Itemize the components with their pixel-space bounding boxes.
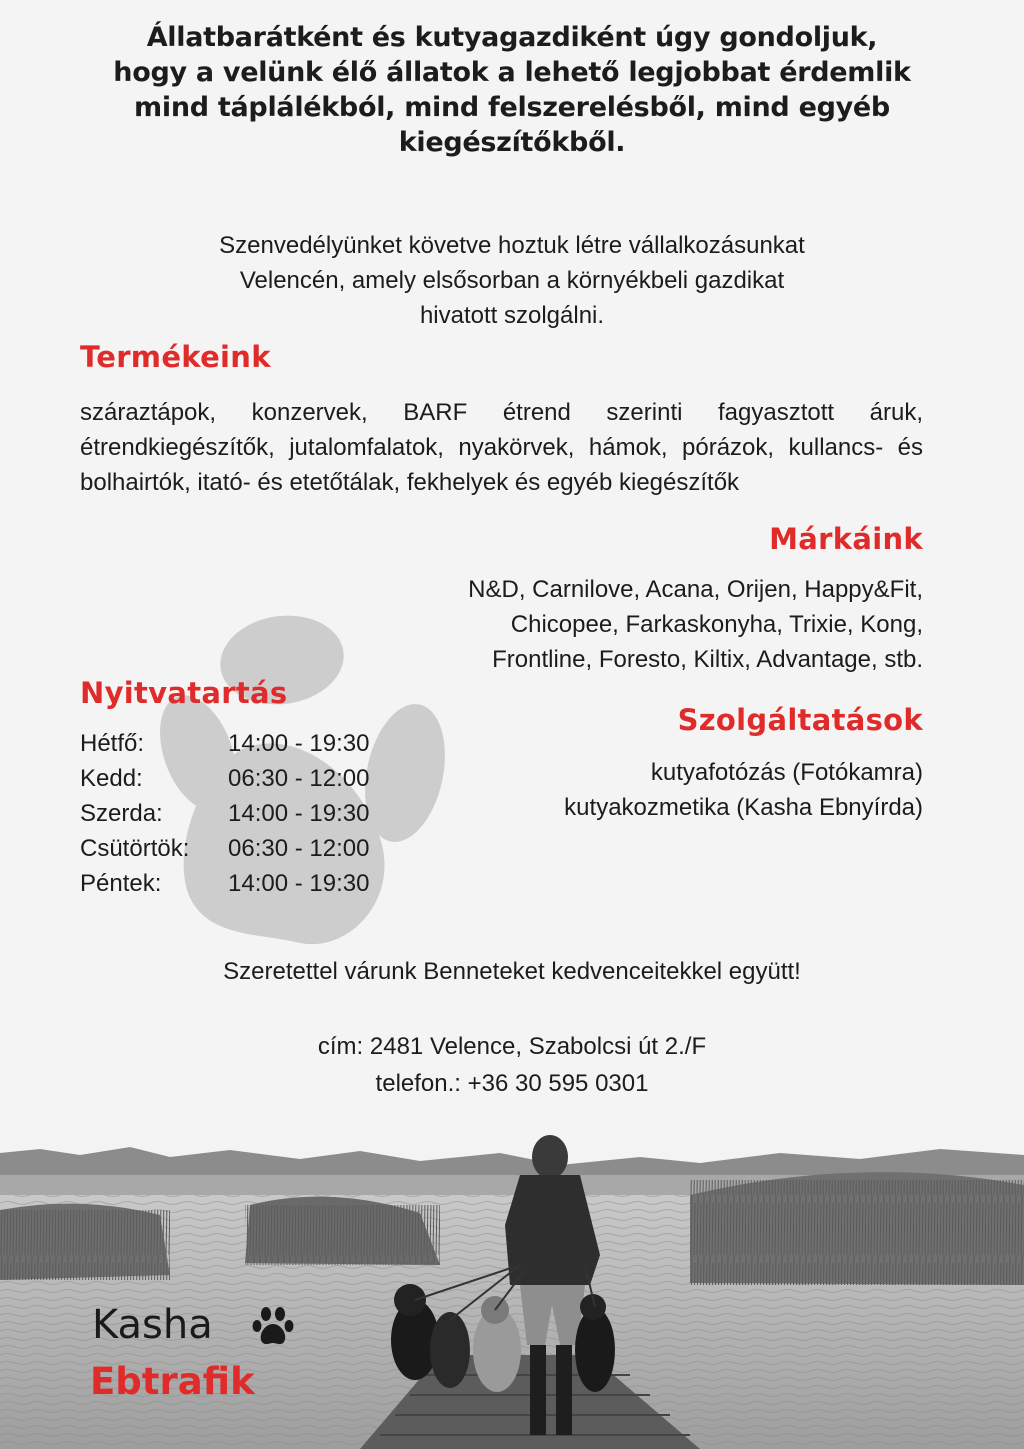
address-text: cím: 2481 Velence, Szabolcsi út 2./F (317, 1033, 707, 1060)
hours-day: Hétfő: (80, 729, 145, 757)
intro-bold-line: mind táplálékból, mind felszerelésből, mind egyéb (134, 92, 890, 123)
contact-block (0, 1028, 1024, 1102)
hours-time: 06:30 - 12:00 (228, 764, 370, 792)
logo-line1: Kasha (92, 1302, 213, 1348)
brands-heading: Márkáink (769, 522, 923, 556)
intro-line: Szenvedélyünket követve hoztuk létre vállalkozásunkat (219, 232, 805, 259)
intro-line: Velencén, amely elsősorban a környékbeli gazdikat (239, 267, 785, 294)
hours-day: Szerda: (80, 799, 163, 827)
brands-line: Chicopee, Farkaskonyha, Trixie, Kong, (510, 611, 923, 638)
products-heading: Termékeink (80, 340, 271, 374)
services-line: kutyakozmetika (Kasha Ebnyírda) (564, 794, 923, 821)
paw-icon (252, 1306, 294, 1348)
closing-text: Szeretettel várunk Benneteket kedvenceitekkel együtt! (223, 958, 801, 985)
hours-time: 14:00 - 19:30 (228, 729, 370, 757)
brands-line: N&D, Carnilove, Acana, Orijen, Happy&Fit, (468, 576, 923, 603)
hours-table (80, 726, 369, 901)
intro-line: hivatott szolgálni. (419, 302, 605, 329)
hours-row (80, 761, 369, 796)
logo-text-ebtrafik: Ebtrafik (90, 1360, 255, 1403)
services-line: kutyafotózás (Fotókamra) (650, 759, 923, 786)
phone-text: telefon.: +36 30 595 0301 (375, 1070, 649, 1097)
hours-day: Péntek: (80, 869, 162, 897)
hours-day: Kedd: (80, 764, 143, 792)
hours-time: 06:30 - 12:00 (228, 834, 370, 862)
services-heading: Szolgáltatások (677, 703, 923, 737)
hours-time: 14:00 - 19:30 (228, 799, 370, 827)
intro-bold-line: kiegészítőkből. (398, 127, 626, 158)
intro-bold-line: hogy a velünk élő állatok a lehető legjobbat érdemlik (113, 57, 911, 88)
hours-row (80, 866, 369, 901)
intro-bold-line: Állatbarátként és kutyagazdiként úgy gondoljuk, (146, 22, 878, 53)
hours-day: Csütörtök: (80, 834, 190, 862)
intro-bold-paragraph (60, 20, 964, 160)
logo-text-kasha (92, 1302, 213, 1348)
hours-row (80, 796, 369, 831)
brands-list (363, 572, 923, 677)
brands-line: Frontline, Foresto, Kiltix, Advantage, stb. (492, 646, 923, 673)
hours-row (80, 831, 369, 866)
intro-paragraph (80, 228, 944, 333)
hours-row (80, 726, 369, 761)
hours-time: 14:00 - 19:30 (228, 869, 370, 897)
hours-heading: Nyitvatartás (80, 676, 288, 710)
services-list (403, 755, 923, 825)
products-text: száraztápok, konzervek, BARF étrend szerinti fagyasztott áruk, étrendkiegészítők, jutalomfalatok, nyakörvek, hámok, pórázok, kullancs- és bolhairtók, itató- és etetőtálak, fekhelyek és egyéb kiegészítők (80, 399, 923, 496)
